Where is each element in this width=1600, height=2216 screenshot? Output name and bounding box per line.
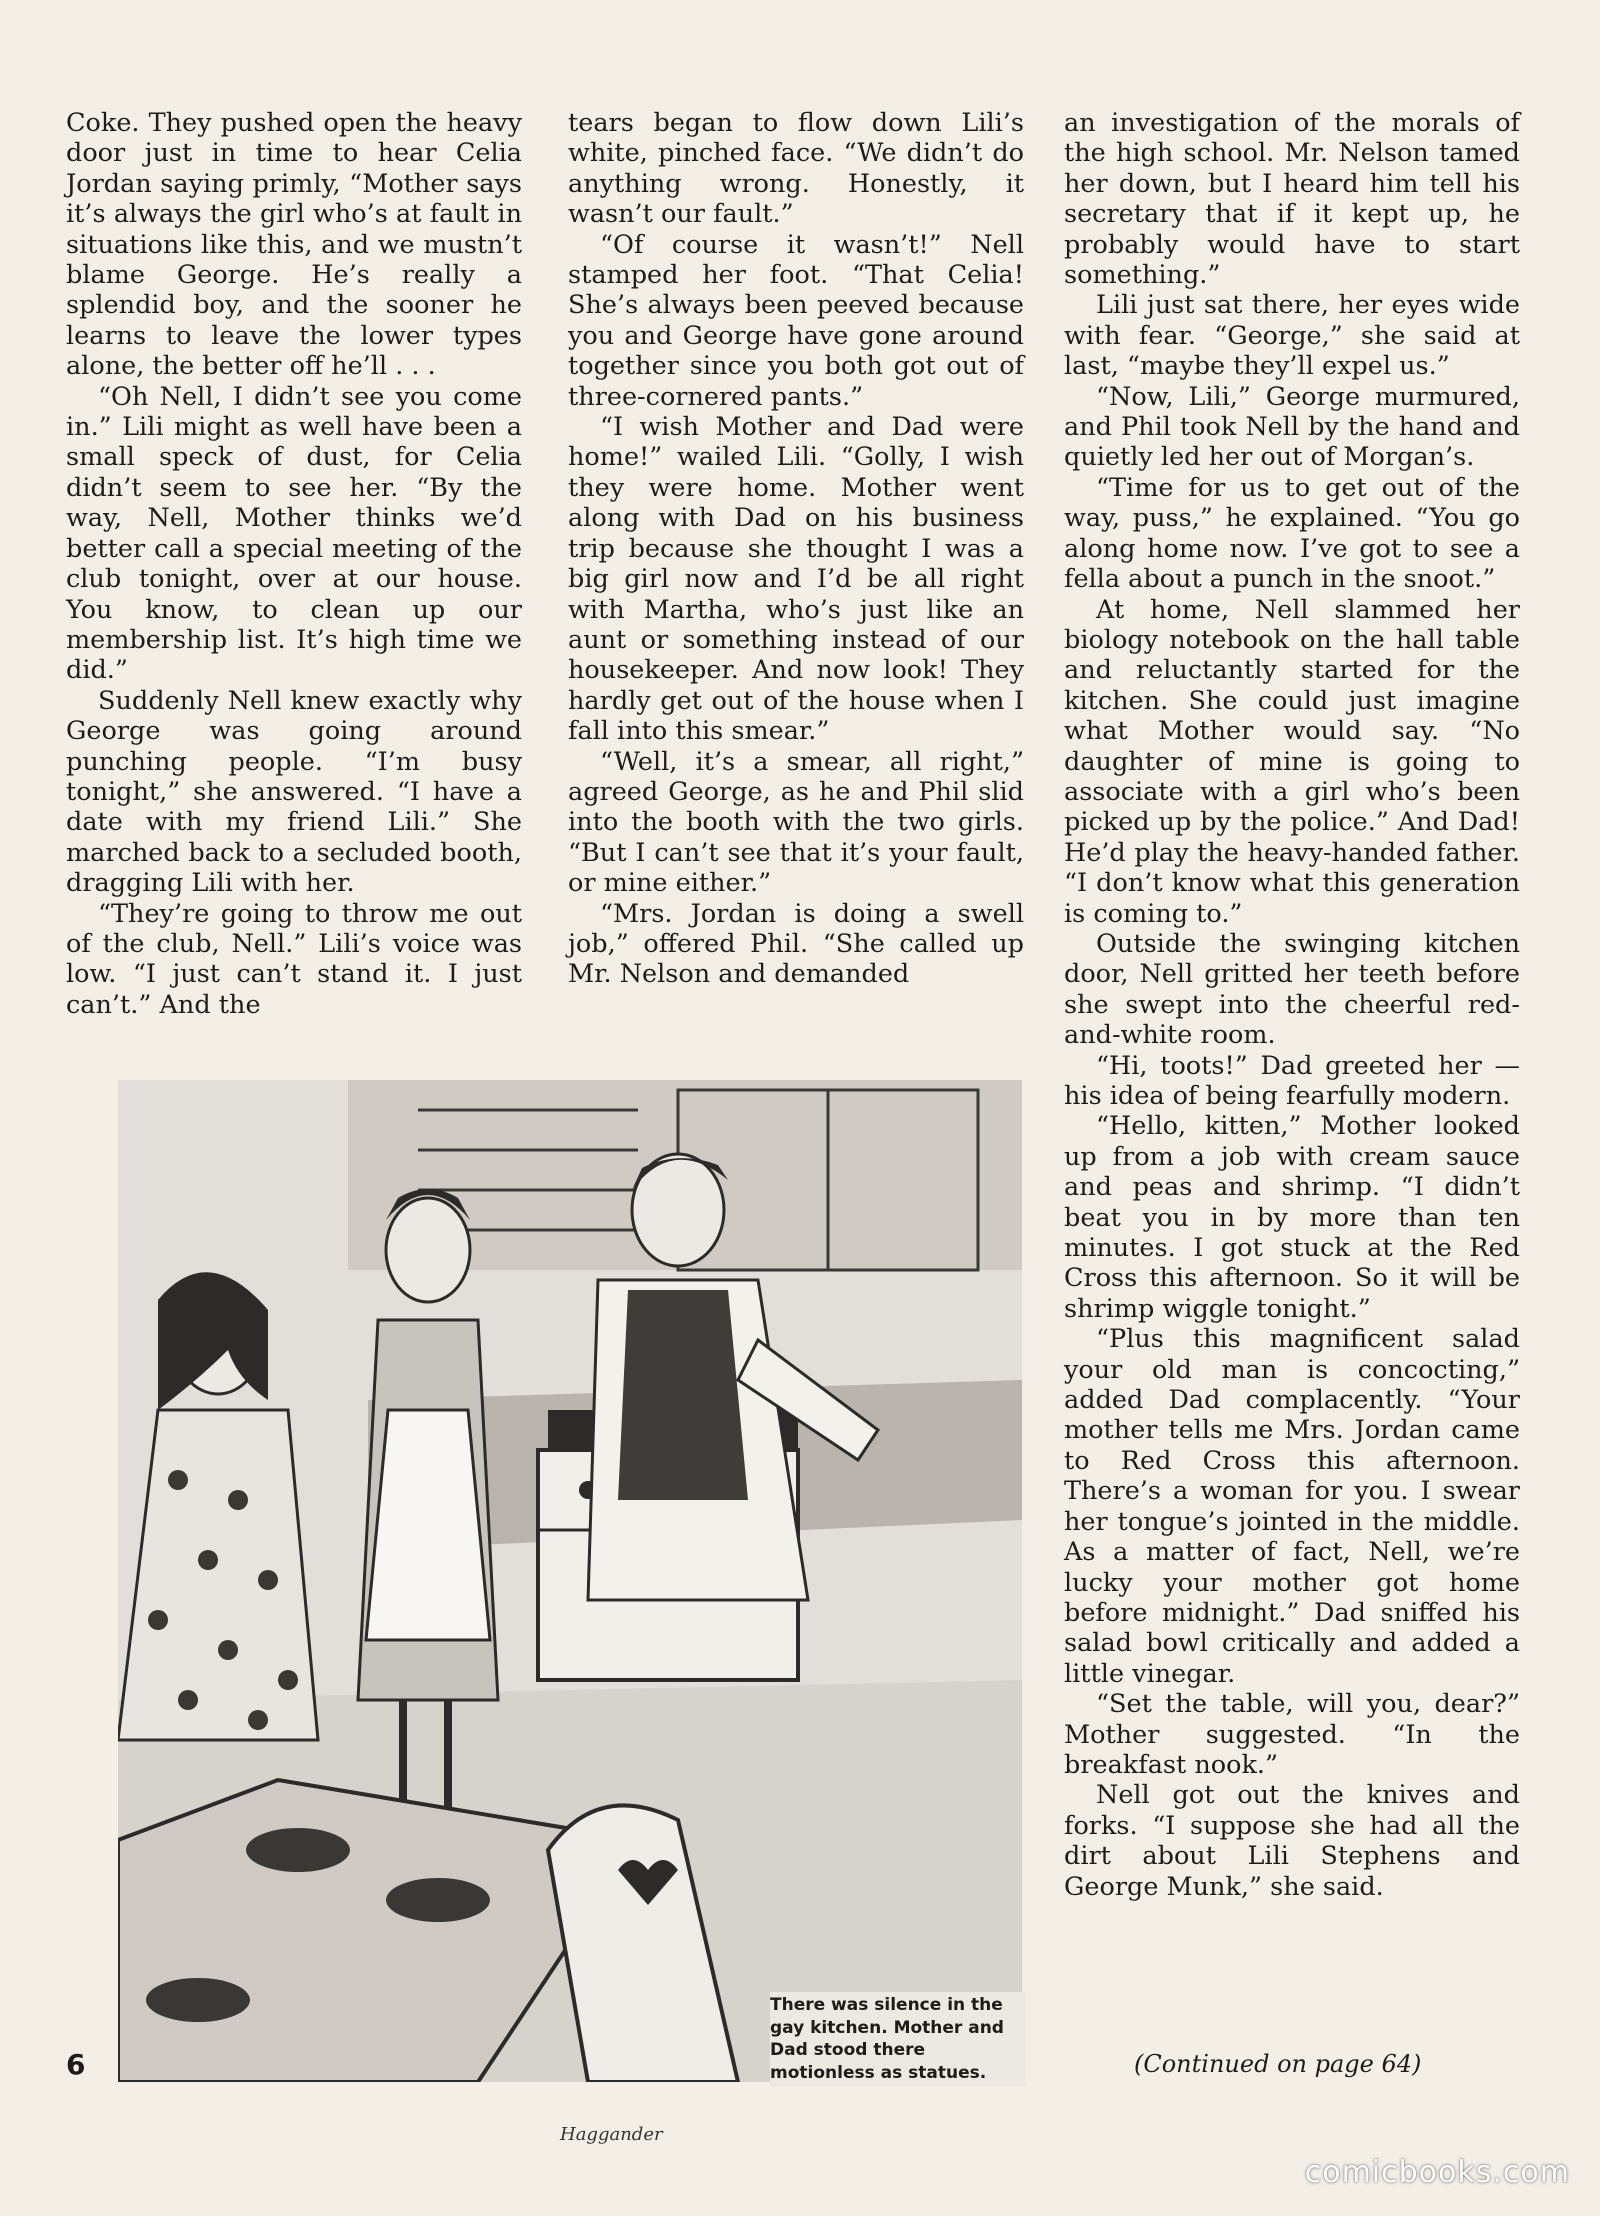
page-number: 6 <box>66 2048 86 2081</box>
paragraph: “Oh Nell, I didn’t see you come in.” Lili might as well have been a small speck of dust, for Celia didn’t seem to see her. “By the way, Nell, Mother thinks we’d better call a special meeting of the club tonight, over at our house. You know, to clean up our membership list. It’s high time we did.” <box>66 381 522 686</box>
artist-signature: Haggander <box>560 2124 663 2145</box>
paragraph: “They’re going to throw me out of the club, Nell.” Lili’s voice was low. “I just can’t stand it. I just can’t.” And the <box>66 898 522 1020</box>
kitchen-scene-drawing <box>118 1080 1022 2082</box>
paragraph: “Now, Lili,” George murmured, and Phil took Nell by the hand and quietly led her out of Morgan’s. <box>1064 381 1520 473</box>
paragraph: “Well, it’s a smear, all right,” agreed George, as he and Phil slid into the booth with the two girls. “But I can’t see that it’s your fault, or mine either.” <box>568 746 1024 899</box>
paragraph: “Hi, toots!” Dad greeted her —his idea of being fearfully modern. <box>1064 1050 1520 1111</box>
paragraph: “Time for us to get out of the way, puss,” he explained. “You go along home now. I’ve got to see a fella about a punch in the snoot.” <box>1064 472 1520 595</box>
continued-note: (Continued on page 64) <box>1134 2050 1422 2078</box>
paragraph: At home, Nell slammed her biology notebook on the hall table and reluctantly started for the kitchen. She could just imagine what Mother would say. “No daughter of mine is going to associate with a girl who’s been picked up by the police.” And Dad! He’d play the heavy-handed father. “I don’t know what this generation is coming to.” <box>1064 594 1520 929</box>
paragraph: Suddenly Nell knew exactly why George was going around punching people. “I’m busy tonight,” she answered. “I have a date with my friend Lili.” She marched back to a secluded booth, dragging Lili with her. <box>66 685 522 899</box>
text-column-3 <box>1064 108 1520 1902</box>
paragraph: Outside the swinging kitchen door, Nell gritted her teeth before she swept into the cheerful red-and-white room. <box>1064 928 1520 1051</box>
paragraph: “Plus this magnificent salad your old man is concocting,” added Dad complacently. “Your mother tells me Mrs. Jordan came to Red Cross this afternoon. There’s a woman for you. I swear her tongue’s jointed in the middle. As a matter of fact, Nell, we’re lucky your mother got home before midnight.” Dad sniffed his salad bowl critically and added a little vinegar. <box>1064 1324 1520 1689</box>
text-column-2 <box>568 108 1024 990</box>
paragraph: “I wish Mother and Dad were home!” wailed Lili. “Golly, I wish they were home. Mother went along with Dad on his business trip because she thought I was a big girl now and I’d be all right with Martha, who’s just like an aunt or something instead of our housekeeper. And now look! They hardly get out of the house when I fall into this smear.” <box>568 412 1024 747</box>
illustration-caption: There was silence in the gay kitchen. Mother and Dad stood there motionless as statues. <box>770 1992 1026 2086</box>
paragraph: “Hello, kitten,” Mother looked up from a job with cream sauce and peas and shrimp. “I didn’t beat you in by more than ten minutes. I got stuck at the Red Cross this afternoon. So it will be shrimp wiggle tonight.” <box>1064 1111 1520 1324</box>
paragraph: tears began to flow down Lili’s white, pinched face. “We didn’t do anything wrong. Honestly, it wasn’t our fault.” <box>568 108 1024 230</box>
paragraph: “Of course it wasn’t!” Nell stamped her foot. “That Celia! She’s always been peeved because you and George have gone around together since you both got out of three-cornered pants.” <box>568 229 1024 412</box>
paragraph: “Mrs. Jordan is doing a swell job,” offered Phil. “She called up Mr. Nelson and demanded <box>568 898 1024 990</box>
watermark: comicbooks.com <box>1304 2155 1570 2190</box>
paragraph: an investigation of the morals of the high school. Mr. Nelson tamed her down, but I heard him tell his secretary that if it kept up, he probably would have to start something.” <box>1064 108 1520 291</box>
text-column-1 <box>66 108 522 1020</box>
paragraph: Lili just sat there, her eyes wide with fear. “George,” she said at last, “maybe they’ll expel us.” <box>1064 290 1520 382</box>
paragraph: Nell got out the knives and forks. “I suppose she had all the dirt about Lili Stephens and George Munk,” she said. <box>1064 1780 1520 1902</box>
kitchen-illustration <box>118 1080 1022 2082</box>
paragraph: Coke. They pushed open the heavy door just in time to hear Celia Jordan saying primly, “Mother says it’s always the girl who’s at fault in situations like this, and we mustn’t blame George. He’s really a splendid boy, and the sooner he learns to leave the lower types alone, the better off he’ll . . . <box>66 108 522 382</box>
paragraph: “Set the table, will you, dear?” Mother suggested. “In the breakfast nook.” <box>1064 1689 1520 1780</box>
